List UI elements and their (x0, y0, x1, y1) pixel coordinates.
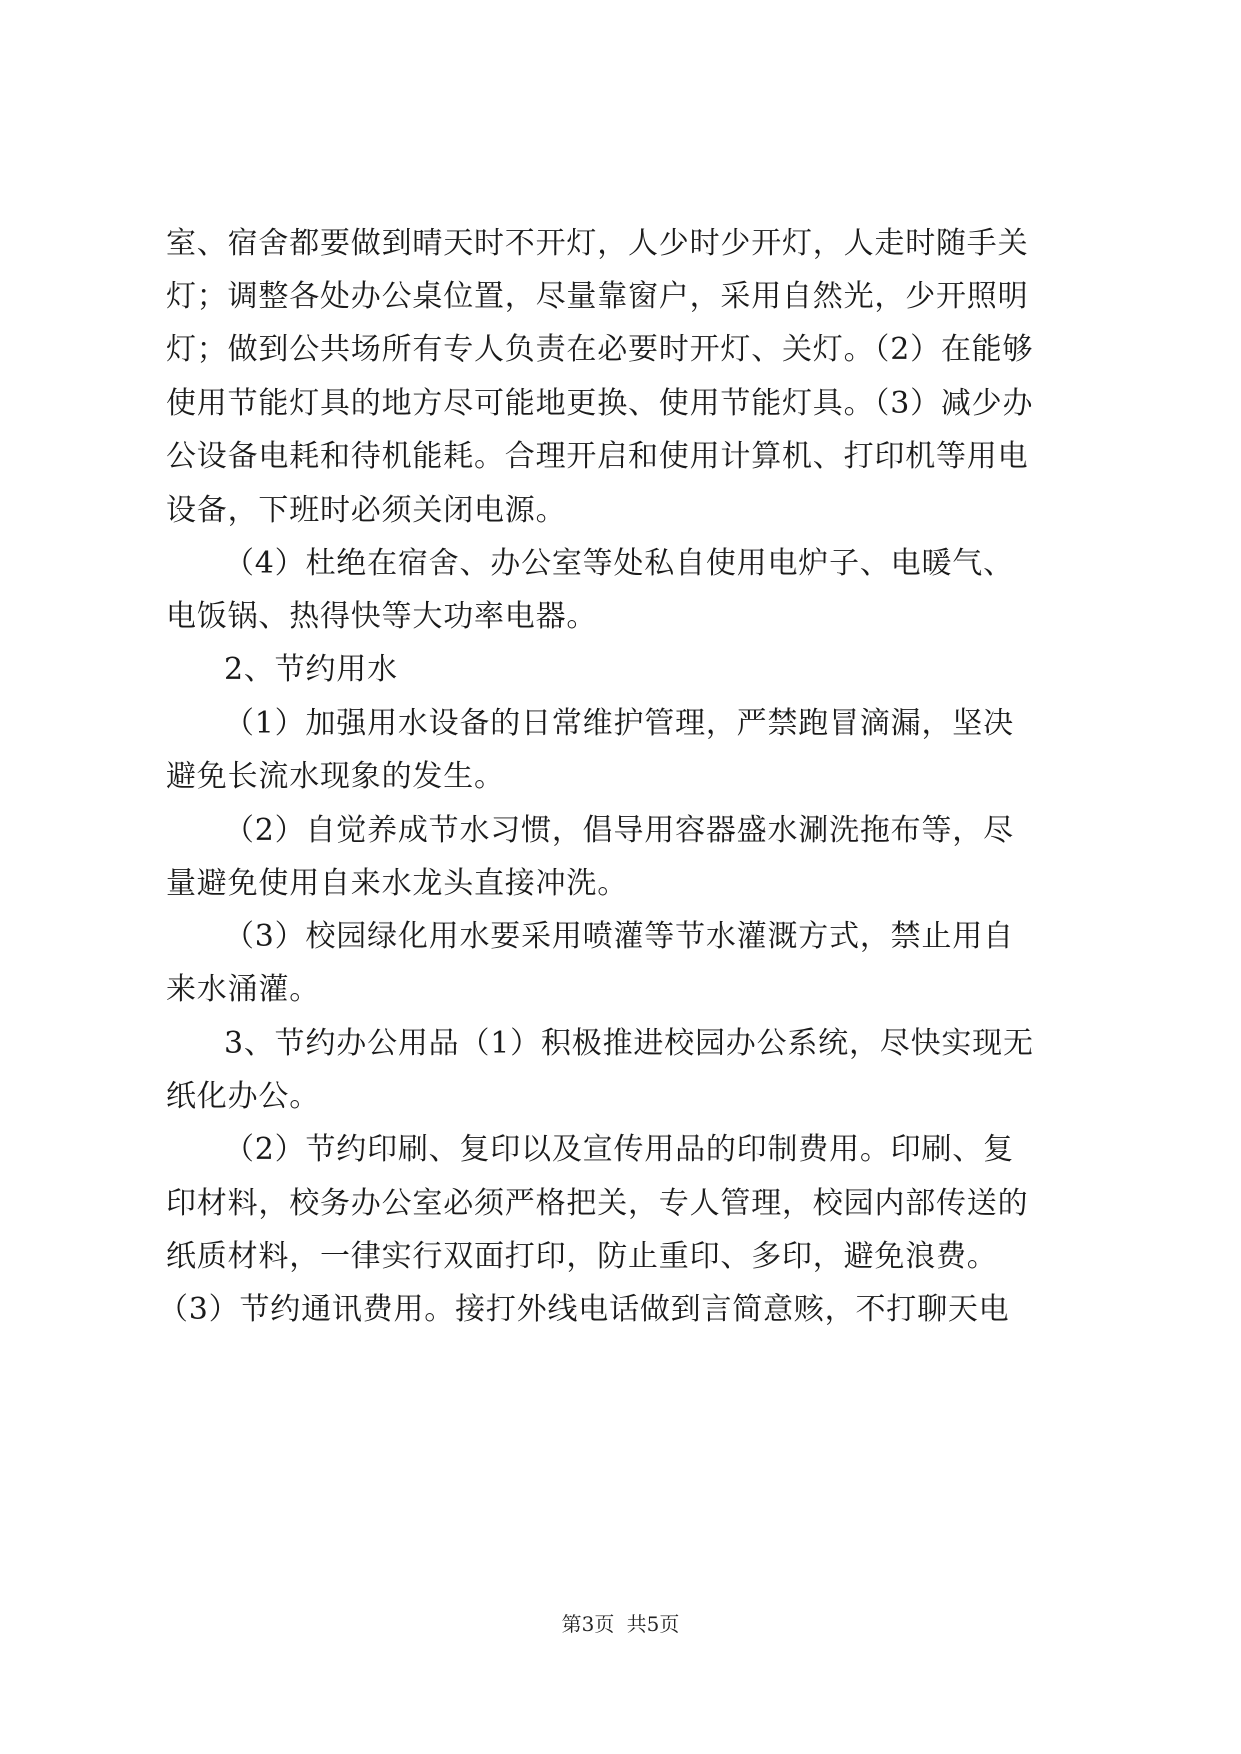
text-line: 来水涌灌。 (166, 972, 320, 1007)
text-line: （3）节约通讯费用。接打外线电话做到言简意赅，不打聊天电 (158, 1292, 1010, 1327)
section-heading: 3、节约办公用品（1）积极推进校园办公系统，尽快实现无 (224, 1026, 1034, 1061)
text-line: （2）节约印刷、复印以及宣传用品的印制费用。印刷、复 (224, 1132, 1014, 1167)
text-line: 电饭锅、热得快等大功率电器。 (166, 599, 598, 634)
page-footer: 第3页 共5页 (561, 1612, 680, 1636)
text-line: 使用节能灯具的地方尽可能地更换、使用节能灯具。（3）减少办 (166, 386, 1034, 421)
text-line: 灯；调整各处办公桌位置，尽量靠窗户，采用自然光，少开照明 (166, 279, 1029, 314)
text-line: 量避免使用自来水龙头直接冲洗。 (166, 866, 628, 901)
text-line: 设备，下班时必须关闭电源。 (166, 493, 567, 528)
text-line: 灯；做到公共场所有专人负责在必要时开灯、关灯。（2）在能够 (166, 332, 1034, 367)
text-line: （2）自觉养成节水习惯，倡导用容器盛水涮洗拖布等，尽 (224, 813, 1014, 848)
section-heading: 2、节约用水 (224, 652, 398, 687)
text-line: 公设备电耗和待机能耗。合理开启和使用计算机、打印机等用电 (166, 439, 1029, 474)
text-line: （3）校园绿化用水要采用喷灌等节水灌溉方式，禁止用自 (224, 919, 1014, 954)
text-line: （1）加强用水设备的日常维护管理，严禁跑冒滴漏，坚决 (224, 706, 1014, 741)
text-line: 印材料，校务办公室必须严格把关，专人管理，校园内部传送的 (166, 1186, 1029, 1221)
text-line: 避免长流水现象的发生。 (166, 759, 505, 794)
text-line: 室、宿舍都要做到晴天时不开灯，人少时少开灯，人走时随手关 (166, 226, 1029, 261)
text-line: 纸化办公。 (166, 1079, 320, 1114)
text-line: （4）杜绝在宿舍、办公室等处私自使用电炉子、电暖气、 (224, 546, 1014, 581)
text-line: 纸质材料，一律实行双面打印，防止重印、多印，避免浪费。 (166, 1239, 998, 1274)
